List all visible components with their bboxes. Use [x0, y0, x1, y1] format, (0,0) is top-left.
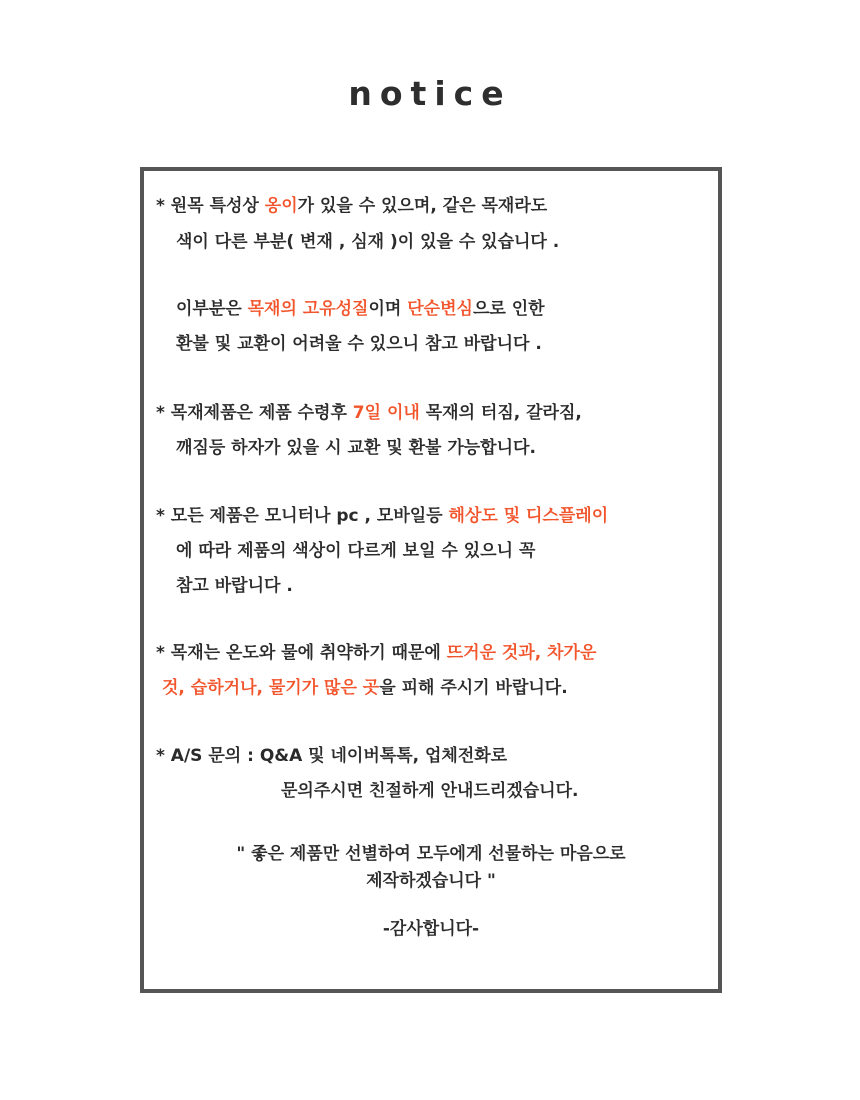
notice-text: 으로 인한	[472, 299, 545, 319]
notice-line: 참고 바랍니다 .	[176, 576, 293, 596]
notice-text: * 목재제품은 제품 수령후	[156, 403, 353, 423]
notice-text: 목재의 터짐, 갈라짐,	[419, 403, 582, 423]
notice-text: 을 피해 주시기 바랍니다.	[379, 678, 568, 698]
highlight-text: 7일 이내	[352, 403, 420, 423]
highlight-text: 단순변심	[407, 299, 473, 319]
notice-line	[156, 638, 596, 663]
notice-text: 이며	[368, 299, 408, 319]
notice-line	[156, 191, 547, 216]
closing-line: " 좋은 제품만 선별하여 모두에게 선물하는 마음으로	[236, 844, 626, 864]
notice-line: * A/S 문의 : Q&A 및 네이버톡톡, 업체전화로	[156, 746, 508, 766]
notice-line: 에 따라 제품의 색상이 다르게 보일 수 있으니 꼭	[176, 541, 536, 561]
notice-line	[162, 673, 568, 698]
notice-line: 색이 다른 부분( 변재 , 심재 )이 있을 수 있습니다 .	[176, 232, 560, 252]
highlight-text: 해상도 및 디스플레이	[448, 506, 609, 526]
notice-text: 가 있을 수 있으며, 같은 목재라도	[297, 196, 548, 216]
highlight-text: 것, 습하거나, 물기가 많은 곳	[162, 678, 380, 698]
thanks-text: -감사합니다-	[382, 919, 480, 939]
page-title: notice	[348, 74, 512, 113]
highlight-text: 옹이	[264, 196, 298, 216]
highlight-text: 뜨거운 것과, 차가운	[446, 643, 597, 663]
closing-line: 제작하겠습니다 "	[366, 871, 496, 891]
notice-line: 문의주시면 친절하게 안내드리겠습니다.	[281, 781, 579, 801]
notice-line	[156, 501, 608, 526]
notice-text: * 목재는 온도와 물에 취약하기 때문에	[156, 643, 447, 663]
notice-text: * 모든 제품은 모니터나 pc , 모바일등	[156, 506, 449, 526]
notice-box	[140, 167, 722, 993]
notice-text: * 원목 특성상	[156, 196, 265, 216]
notice-line: 환불 및 교환이 어려울 수 있으니 참고 바랍니다 .	[176, 334, 542, 354]
highlight-text: 목재의 고유성질	[247, 299, 369, 319]
notice-line	[156, 398, 582, 423]
notice-line: 깨짐등 하자가 있을 시 교환 및 환불 가능합니다.	[176, 438, 536, 458]
notice-text: 이부분은	[176, 299, 248, 319]
notice-line	[176, 294, 545, 319]
